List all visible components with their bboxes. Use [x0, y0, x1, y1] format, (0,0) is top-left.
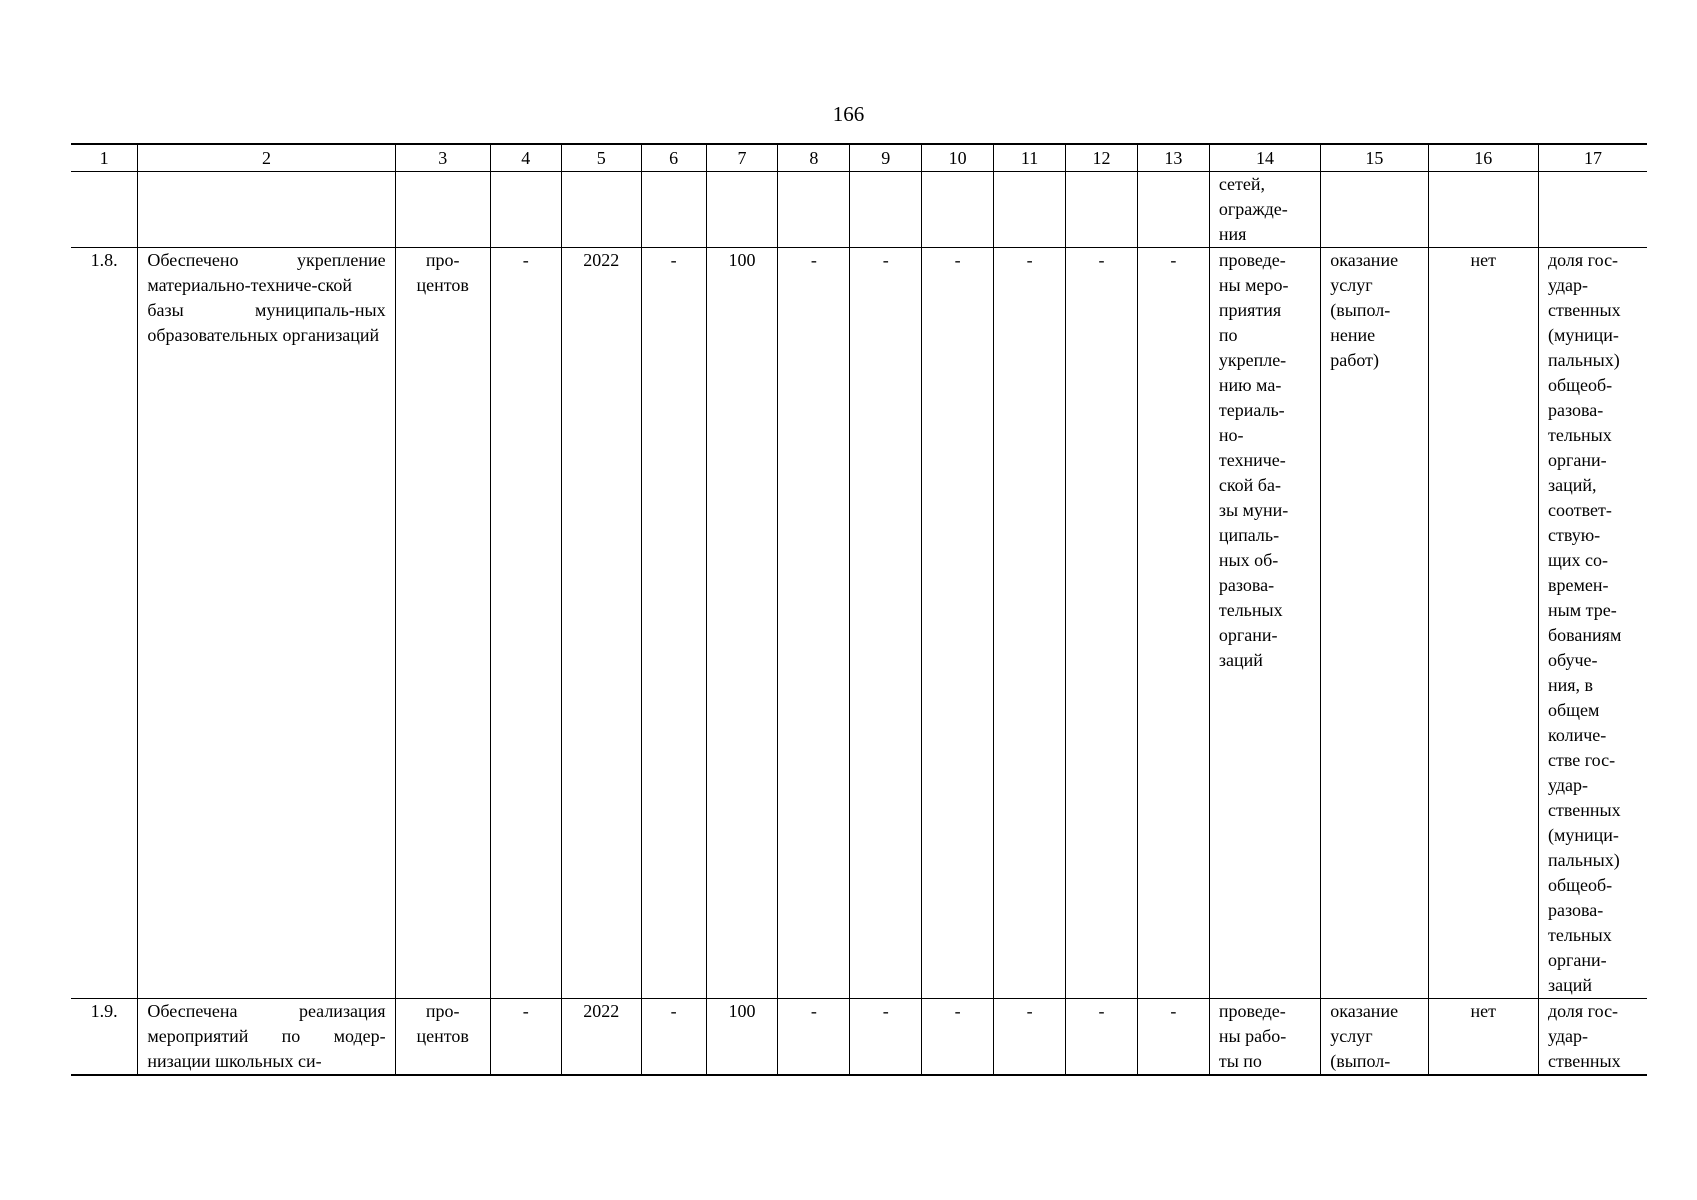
header-cell: 5	[561, 144, 641, 172]
header-cell: 8	[778, 144, 850, 172]
table-cell: -	[778, 999, 850, 1076]
table-cell: -	[850, 999, 922, 1076]
header-cell: 6	[641, 144, 706, 172]
table-cell: оказание услуг (выпол- нение работ)	[1321, 248, 1428, 999]
table-cell: оказание услуг (выпол-	[1321, 999, 1428, 1076]
table-cell: -	[641, 248, 706, 999]
table-cell: -	[1066, 999, 1138, 1076]
table-cell: 2022	[561, 248, 641, 999]
row-name: Обеспечено укрепление материально-техниче-ской базы муниципаль-ных образовательных организаций	[138, 248, 395, 999]
row-unit: про- центов	[395, 248, 490, 999]
header-cell: 1	[71, 144, 138, 172]
table-cell: доля гос- удар- ственных (муници- пальных) общеоб- разова- тельных органи- заций, соответ- ствую- щих со- времен- ным тре- бованиям обуче- ния, в общем количе- стве гос- удар- ственных (муници- пальных) общеоб- разова- тельных органи- заций	[1539, 248, 1648, 999]
table-cell: -	[850, 248, 922, 999]
header-cell: 2	[138, 144, 395, 172]
header-cell: 10	[922, 144, 994, 172]
table-row	[71, 248, 1647, 999]
table-header-row	[71, 144, 1647, 172]
header-cell: 17	[1539, 144, 1648, 172]
table-row	[71, 999, 1647, 1076]
table-cell: -	[1137, 999, 1209, 1076]
document-table	[71, 143, 1647, 1076]
table-cell: -	[641, 999, 706, 1076]
table-cell: 2022	[561, 999, 641, 1076]
row-unit: про- центов	[395, 999, 490, 1076]
header-cell: 16	[1428, 144, 1538, 172]
page-number: 166	[832, 102, 865, 126]
table-cell: проведе- ны рабо- ты по	[1209, 999, 1320, 1076]
table-cell: проведе- ны меро- приятия по укрепле- нию ма- териаль- но- техниче- ской ба- зы муни- ципаль- ных об- разова- тельных органи- заций	[1209, 248, 1320, 999]
table-cell: -	[922, 248, 994, 999]
row-number: 1.9.	[71, 999, 138, 1076]
table-cell: 100	[706, 248, 778, 999]
header-cell: 15	[1321, 144, 1428, 172]
header-cell: 14	[1209, 144, 1320, 172]
header-cell: 9	[850, 144, 922, 172]
table-cell: -	[778, 248, 850, 999]
table-cell: -	[490, 248, 561, 999]
table-cell: сетей, огражде- ния	[1209, 172, 1320, 248]
table-cell: -	[1066, 248, 1138, 999]
table-cell: -	[994, 248, 1066, 999]
table-cell: нет	[1428, 248, 1538, 999]
table-cell: -	[490, 999, 561, 1076]
table-cell: доля гос- удар- ственных	[1539, 999, 1648, 1076]
table-row-continuation	[71, 172, 1647, 248]
header-cell: 3	[395, 144, 490, 172]
header-cell: 4	[490, 144, 561, 172]
table-cell: 100	[706, 999, 778, 1076]
header-cell: 7	[706, 144, 778, 172]
table-cell: -	[994, 999, 1066, 1076]
row-number: 1.8.	[71, 248, 138, 999]
table-cell: нет	[1428, 999, 1538, 1076]
row-name: Обеспечена реализация мероприятий по модер-низации школьных си-	[138, 999, 395, 1076]
table-cell: -	[922, 999, 994, 1076]
header-cell: 12	[1066, 144, 1138, 172]
header-cell: 13	[1137, 144, 1209, 172]
table-cell: -	[1137, 248, 1209, 999]
header-cell: 11	[994, 144, 1066, 172]
